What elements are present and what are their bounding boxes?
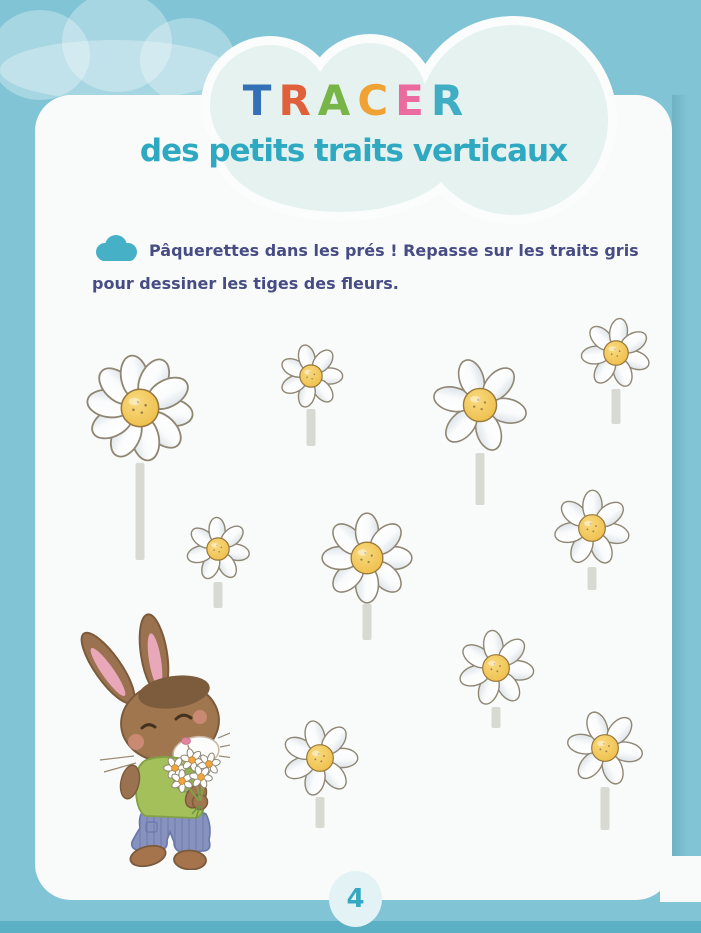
- page-number: 4: [346, 884, 365, 914]
- daisy-flower: [432, 357, 529, 454]
- stem-trace-line: [601, 787, 610, 830]
- stem-trace-line: [492, 707, 501, 728]
- daisy-flower: [282, 719, 358, 797]
- title-letter: R: [430, 76, 465, 125]
- daisy-flower: [185, 517, 250, 581]
- title-letter: E: [395, 76, 425, 125]
- page-subtitle: des petits traits verticaux: [139, 133, 568, 169]
- daisy-flower: [566, 709, 644, 787]
- stem-trace-line: [316, 797, 325, 828]
- title-letter: T: [242, 76, 273, 125]
- stem-trace-line: [476, 453, 485, 505]
- daisy-flower: [553, 490, 631, 566]
- daisy-flower: [86, 353, 195, 462]
- daisy-flower: [457, 629, 534, 706]
- instruction-line1: Pâquerettes dans les prés ! Repasse sur les traits gris: [149, 241, 639, 260]
- stem-trace-line: [214, 582, 223, 608]
- daisy-flower: [581, 317, 652, 388]
- stem-trace-line: [307, 409, 316, 446]
- stem-trace-line: [612, 389, 621, 424]
- stem-trace-line: [363, 604, 372, 640]
- title-letter: A: [317, 76, 352, 125]
- page-number-badge: [329, 871, 382, 927]
- stem-trace-line: [136, 463, 145, 560]
- daisy-flower: [279, 343, 343, 408]
- title-letter: C: [357, 76, 390, 125]
- stem-trace-line: [588, 567, 597, 590]
- daisy-flower: [322, 513, 412, 603]
- instruction-line2: pour dessiner les tiges des fleurs.: [92, 274, 399, 293]
- title-letter: R: [278, 76, 312, 125]
- bunny-illustration: [70, 610, 230, 870]
